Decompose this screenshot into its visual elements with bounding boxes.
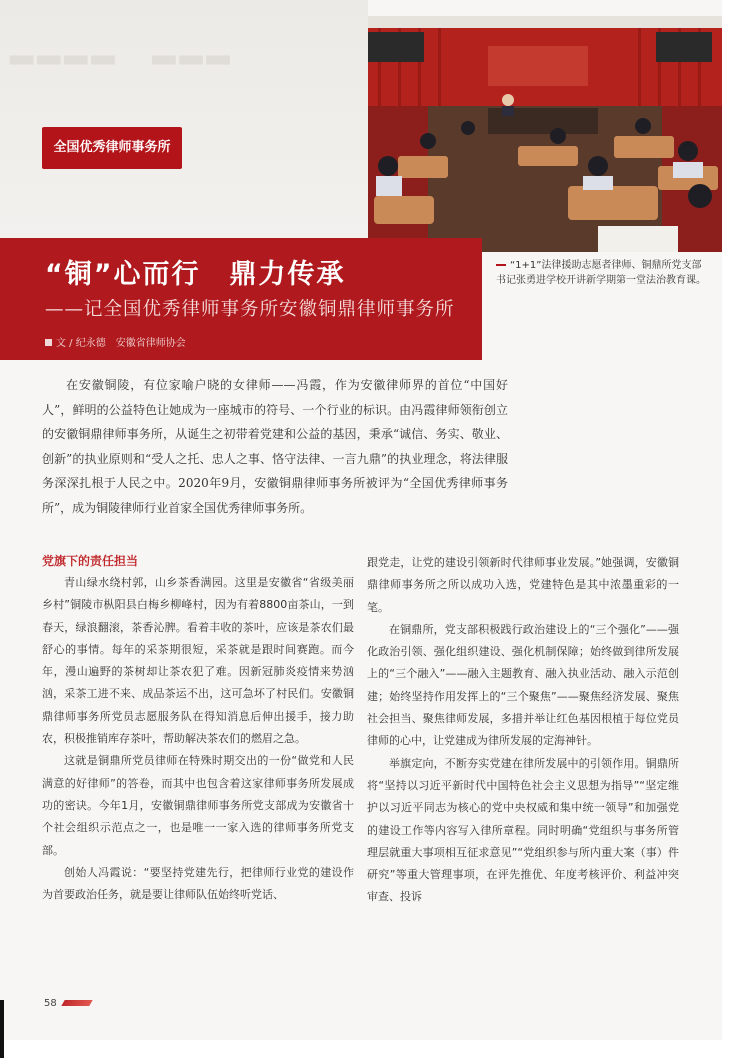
byline-square-icon xyxy=(45,339,52,346)
left-paragraph-1: 青山绿水绕村郭，山乡茶香满园。这里是安徽省“省级美丽乡村”铜陵市枞阳县白梅乡柳峰村，因为有着8800亩茶山，一到春天，绿浪翻滚，茶香沁脾。看着丰收的茶叶，应该是茶农们最舒心的事情。每年的采茶期很短，采茶就是跟时间赛跑。而今年，漫山遍野的茶树却让茶农犯了难。因新冠肺炎疫情来势汹汹，采茶工进不来、成品茶运不出，这可急坏了村民们。安徽铜鼎律师事务所党员志愿服务队在得知消息后伸出援手，接力助农，积极推销库存茶叶，帮助解决茶农们的燃眉之急。 xyxy=(42,576,354,746)
lead-paragraph xyxy=(42,373,508,520)
article-photo xyxy=(368,16,722,252)
lead-text: 在安徽铜陵，有位家喻户晓的女律师——冯霞，作为安徽律师界的首位“中国好人”，鲜明的公益特色让她成为一座城市的符号、一个行业的标识。由冯霞律师领衔创立的安徽铜鼎律师事务所，从诞生之初带着党建和公益的基因，秉承“诚信、务实、敬业、创新”的执业原则和“受人之托、忠人之事、恪守法律、一言九鼎”的执业理念，将法律服务深深扎根于人民之中。2020年9月，安徽铜鼎律师事务所被评为“全国优秀律师事务所”，成为铜陵律师行业首家全国优秀律师事务所。 xyxy=(42,378,508,515)
left-paragraph-2: 这就是铜鼎所党员律师在特殊时期交出的一份“做党和人民满意的好律师”的答卷，而其中也包含着这家律师事务所发展成功的密诀。今年1月，安徽铜鼎律师事务所党支部成为安徽省十个社会组织示范点之一，也是唯一一家入选的律师事务所党支部。 xyxy=(42,754,354,857)
photo-caption xyxy=(496,258,711,288)
right-paragraph-3: 举旗定向，不断夯实党建在律所发展中的引领作用。铜鼎所将“坚持以习近平新时代中国特色社会主义思想为指导”“坚定维护以习近平同志为核心的党中央权威和集中统一领导”和加强党的建设工作等内容写入律所章程。同时明确“党组织与事务所管理层就重大事项相互征求意见”“党组织参与所内重大案（事）件研究”等重大管理事项，在评先推优、年度考核评价、利益冲突审查、投诉 xyxy=(367,756,679,904)
article-title: “铜”心而行 鼎力传承 xyxy=(45,259,346,290)
category-tag: 全国优秀律师事务所 xyxy=(42,127,182,169)
right-paragraph-1: 跟党走，让党的建设引领新时代律师事业发展。”她强调，安徽铜鼎律师事务所之所以成功入选，党建特色是其中浓墨重彩的一笔。 xyxy=(367,556,679,614)
page-number: 58 xyxy=(44,998,57,1009)
right-paragraph-2: 在铜鼎所，党支部积极践行政治建设上的“三个强化”——强化政治引领、强化组织建设、强化机制保障；始终做到律所发展上的“三个融入”——融入主题教育、融入执业活动、融入示范创建；始终坚持作用发挥上的“三个聚焦”——聚焦经济发展、聚焦社会担当、聚焦律师发展，多措并举让红色基因根植于每位党员律师的心中，让党建成为律所发展的定海神针。 xyxy=(367,622,679,748)
section-heading: 党旗下的责任担当 xyxy=(42,554,139,568)
page-edge xyxy=(722,0,750,1060)
article-subtitle: ——记全国优秀律师事务所安徽铜鼎律师事务所 xyxy=(45,299,455,320)
page-bottom-margin xyxy=(0,1040,750,1060)
left-column xyxy=(42,550,354,906)
ghost-decoration: ▂▂▂▂ ▂▂▂ xyxy=(10,30,234,65)
byline-text: 文 / 纪永德 安徽省律师协会 xyxy=(56,338,186,349)
left-paragraph-3: 创始人冯霞说：“要坚持党建先行，把律师行业党的建设作为首要政治任务，就是要让律师队伍始终听党话、 xyxy=(42,865,354,902)
byline xyxy=(45,334,186,349)
binding-spine xyxy=(0,1000,4,1058)
right-column xyxy=(367,552,679,909)
caption-marker xyxy=(496,264,506,266)
page-number-accent xyxy=(61,1000,92,1006)
top-left-background xyxy=(0,0,368,240)
photo-caption-text: “1+1”法律援助志愿者律师、铜鼎所党支部书记张勇进学校开讲新学期第一堂法治教育课。 xyxy=(496,260,706,286)
classroom-illustration xyxy=(368,16,722,252)
